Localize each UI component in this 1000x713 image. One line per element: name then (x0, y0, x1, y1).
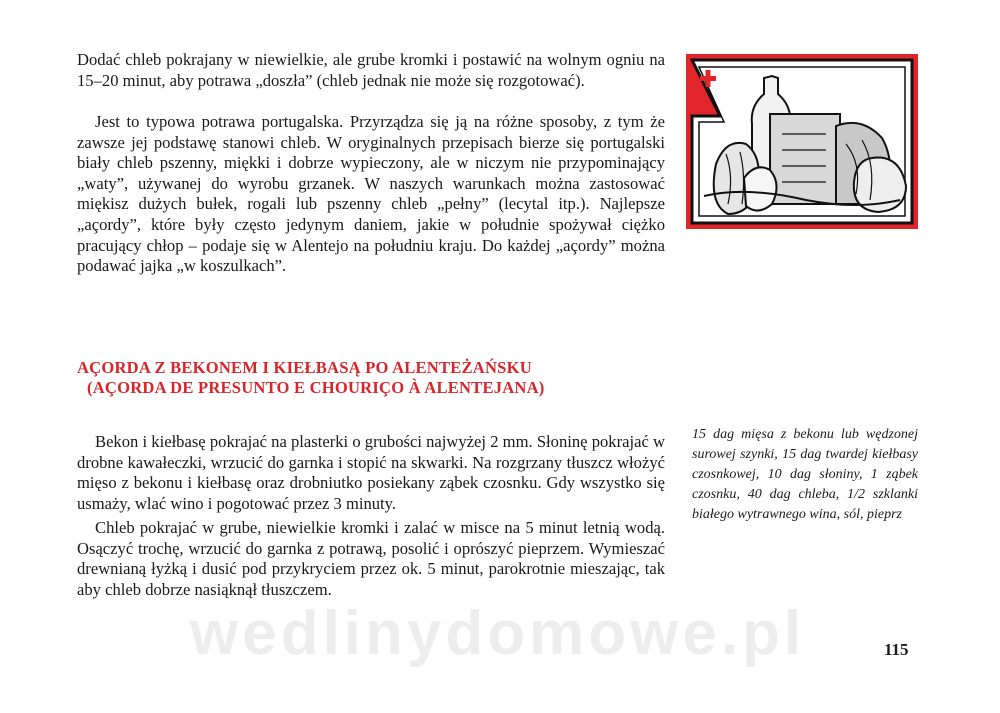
intro-paragraph-1: Dodać chleb pokrajany w niewielkie, ale grube kromki i postawić na wolnym ogniu na 15–20 minut, aby potrawa „doszła” (chleb jednak nie może się rozgotować). (77, 50, 665, 90)
intro-paragraph-2: Jest to typowa potrawa portugalska. Przyrządza się ją na różne sposoby, z tym że zawsze jej podstawę stanowi chleb. W oryginalnych przepisach bierze się portugalski biały chleb pszenny, miękki i dobrze wypieczony, ale w niczym nie przypominający „waty”, używanej do wyrobu grzanek. W naszych warunkach można zastosować miękisz dużych bułek, rogali lub pszenny chleb „pełny” (lecytal itp.). Najlepsze „açordy”, które były często jedynym daniem, jakie w południe spożywał ciężko pracujący chłop – podaje się w Alentejo na południu kraju. Do każdej „açordy” można podawać jajka „w koszulkach”. (77, 112, 665, 276)
ingredients-list: 15 dag mięsa z bekonu lub wędzonej surowej szynki, 15 dag twardej kiełbasy czosnkowej, 10 dag słoniny, 1 ząbek czosnku, 40 dag chleba, 1/2 szklanki białego wytrawnego wina, sól, pieprz (692, 427, 918, 522)
recipe-step-1: Bekon i kiełbasę pokrajać na plasterki o grubości najwyżej 2 mm. Słoninę pokrajać w drobne kawałeczki, wrzucić do garnka i stopić na skwarki. Na rozgrzany tłuszcz włożyć mięso z bekonu i kiełbasę oraz drobniutko posiekany ząbek czosnku. Gdy wszystko się usmaży, wlać wino i pogotować przez 3 minuty. (77, 432, 665, 513)
page-number: 115 (884, 640, 909, 659)
still-life-illustration (686, 54, 918, 229)
recipe-step-2: Chleb pokrajać w grube, niewielkie kromki i zalać w misce na 5 minut letnią wodą. Osączyć trochę, wrzucić do garnka z potrawą, posolić i oprószyć pieprzem. Wymieszać drewnianą łyżką i dusić pod przykryciem przez ok. 5 minut, parokrotnie mieszając, tak aby chleb dobrze nasiąknął tłuszczem. (77, 518, 665, 599)
illustration-graphic (686, 54, 918, 229)
watermark: wedlinydomowe.pl (190, 599, 806, 668)
recipe-title-portuguese: (AÇORDA DE PRESUNTO E CHOURIÇO À ALENTEJANA) (87, 378, 545, 397)
recipe-title-polish: AÇORDA Z BEKONEM I KIEŁBASĄ PO ALENTEŻAŃSKU (77, 358, 532, 377)
